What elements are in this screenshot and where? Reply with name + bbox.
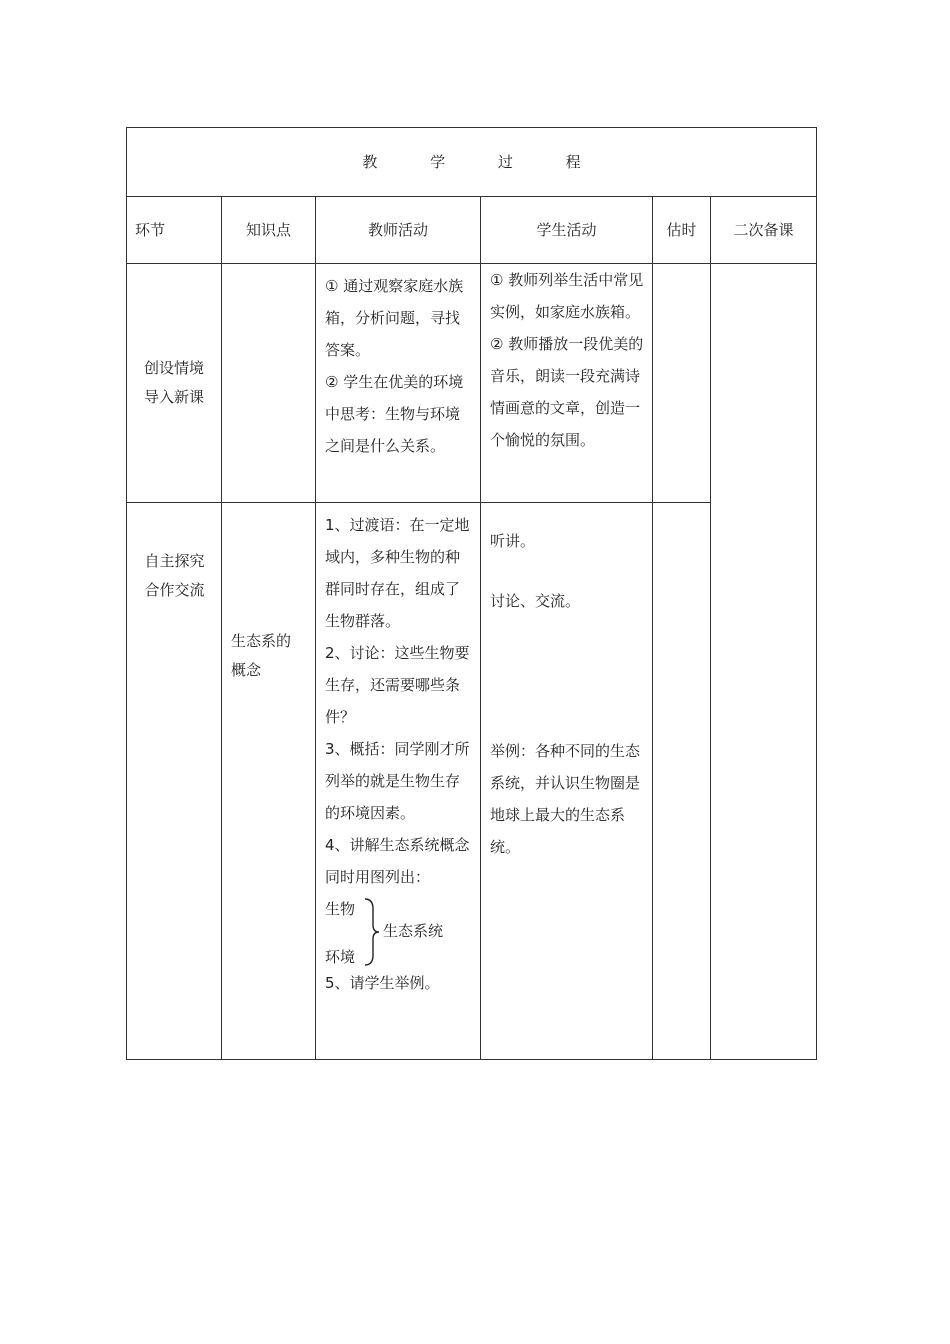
knowledge-line2: 概念 [231,661,262,679]
header-revision: 二次备课 [711,197,817,264]
header-time-estimate: 估时 [653,197,711,264]
stage-cell-intro [127,264,222,503]
header-student-activity: 学生活动 [481,197,653,264]
teacher-explore-item-4: 4、讲解生态系统概念同时用图列出： [325,836,470,886]
time-cell-intro [653,264,711,503]
student-explore-item-3: 举例：各种不同的生态系统，并认识生物圈是地球上最大的生态系统。 [490,742,641,856]
knowledge-line1: 生态系的 [231,632,292,650]
header-stage: 环节 [127,197,222,264]
stage-explore-line1: 自主探究 [144,552,205,570]
header-knowledge: 知识点 [222,197,316,264]
table-title: 教 学 过 程 [127,128,817,197]
stage-cell-explore [127,503,222,1060]
student-activity-explore [481,503,653,1060]
time-cell-explore [653,503,711,1060]
student-activity-intro [481,264,653,503]
knowledge-cell-explore [222,503,316,1060]
teacher-intro-item-2: ② 学生在优美的环境中思考：生物与环境之间是什么关系。 [325,373,464,455]
lesson-process-table [126,127,817,1060]
teacher-intro-item-1: ① 通过观察家庭水族箱，分析问题，寻找答案。 [325,277,464,359]
teacher-explore-item-1: 1、过渡语：在一定地域内，多种生物的种群同时存在，组成了生物群落。 [325,516,470,630]
student-explore-item-2: 讨论、交流。 [490,592,581,610]
teacher-explore-item-3: 3、概括：同学刚才所列举的就是生物生存的环境因素。 [325,740,470,822]
diagram-organism-label: 生物 [325,900,356,918]
teacher-activity-explore [316,503,481,1060]
teacher-explore-item-5: 5、请学生举例。 [325,974,440,992]
student-intro-item-1: ① 教师列举生活中常见实例，如家庭水族箱。 [490,271,644,321]
curly-brace-icon [363,897,381,967]
stage-intro-line2: 导入新课 [143,387,204,406]
header-teacher-activity: 教师活动 [316,197,481,264]
knowledge-cell-intro [222,264,316,503]
diagram-ecosystem-label: 生态系统 [383,922,444,940]
ecosystem-diagram [325,893,472,967]
diagram-environment-label: 环境 [325,948,356,966]
student-explore-item-1: 听讲。 [490,532,536,550]
student-intro-item-2: ② 教师播放一段优美的音乐，朗读一段充满诗情画意的文章，创造一个愉悦的氛围。 [490,335,644,449]
teacher-explore-item-2: 2、讨论：这些生物要生存，还需要哪些条件？ [325,644,470,726]
stage-intro-line1: 创设情境 [143,358,204,377]
revision-cell [711,264,817,1060]
stage-explore-line2: 合作交流 [144,581,205,599]
teacher-activity-intro [316,264,481,503]
